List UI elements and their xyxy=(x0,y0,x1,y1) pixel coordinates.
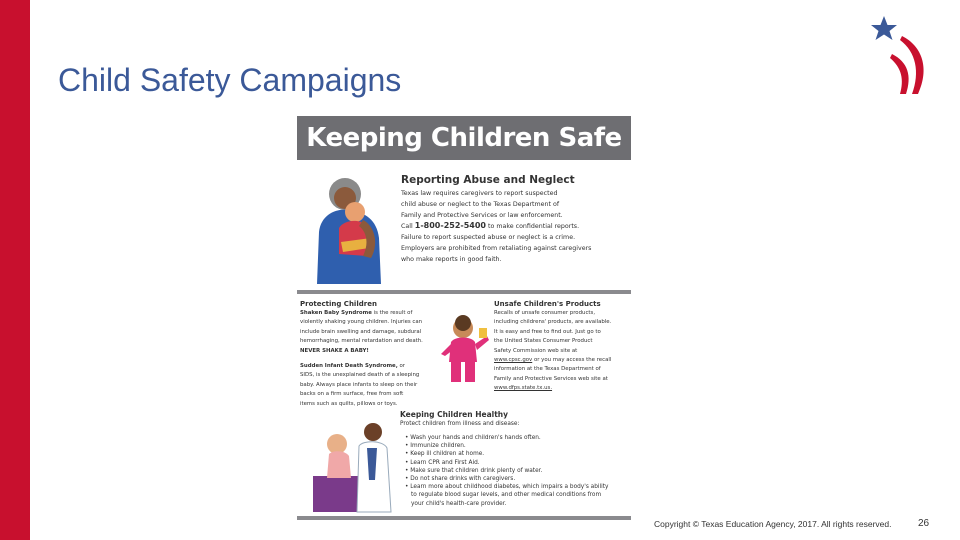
unsafe-line: the United States Consumer Product xyxy=(494,338,593,345)
unsafe-line: It is easy and free to find out. Just go to xyxy=(494,328,601,335)
healthy-bullet-cont: to regulate blood sugar levels, and other medical conditions from xyxy=(411,492,602,499)
protecting-line: baby. Always place infants to sleep on their xyxy=(300,381,418,388)
caregiver-with-child-illustration xyxy=(309,172,395,284)
protecting-heading: Protecting Children xyxy=(300,300,377,308)
reporting-line: child abuse or neglect to the Texas Department of xyxy=(401,200,560,208)
protecting-line: include brain swelling and damage, subdural xyxy=(300,328,422,335)
protecting-line: is the result of xyxy=(373,310,413,316)
unsafe-products-heading: Unsafe Children's Products xyxy=(494,300,601,308)
unsafe-line: Recalls of unsafe consumer products, xyxy=(494,310,596,316)
healthy-bullets xyxy=(405,434,631,508)
reporting-line: who make reports in good faith. xyxy=(401,255,502,263)
healthy-heading: Keeping Children Healthy xyxy=(400,410,509,419)
toddler-illustration xyxy=(437,314,491,386)
poster xyxy=(297,116,631,520)
unsafe-line: Safety Commission web site at xyxy=(494,347,578,354)
reporting-text xyxy=(401,189,591,266)
doctor-with-child-illustration xyxy=(311,420,401,516)
never-shake-warning: NEVER SHAKE A BABY! xyxy=(300,347,369,354)
unsafe-line: or you may access the recall xyxy=(533,357,612,364)
section-divider xyxy=(297,290,631,294)
reporting-line: Employers are prohibited from retaliating against caregivers xyxy=(401,244,592,252)
shaken-baby-term: Shaken Baby Syndrome xyxy=(300,310,372,316)
reporting-line: Failure to report suspected abuse or neglect is a crime. xyxy=(401,234,576,242)
protecting-line: SIDS, is the unexplained death of a sleeping xyxy=(300,372,420,379)
reporting-line: Texas law requires caregivers to report suspected xyxy=(401,190,558,197)
hotline-phone: 1-800-252-5400 xyxy=(414,221,486,231)
side-accent-bar xyxy=(0,0,30,540)
cpsc-link[interactable]: www.cpsc.gov xyxy=(494,357,533,364)
protecting-text xyxy=(300,309,423,409)
protecting-line: or xyxy=(399,363,405,370)
page-number: 26 xyxy=(918,518,930,529)
slide-title: Child Safety Campaigns xyxy=(58,62,402,98)
protecting-line: violently shaking young children. Injuries can xyxy=(300,319,423,326)
healthy-bullet-cont: your child's health-care provider. xyxy=(411,500,507,507)
healthy-intro: Protect children from illness and disease: xyxy=(400,421,520,427)
protecting-line: items such as quilts, pillows or toys. xyxy=(300,400,398,407)
sids-term: Sudden Infant Death Syndrome, xyxy=(300,363,398,370)
reporting-heading: Reporting Abuse and Neglect xyxy=(401,174,575,186)
healthy-bullet: • Keep ill children at home. xyxy=(405,451,485,458)
healthy-bullet: • Learn CPR and First Aid. xyxy=(405,459,480,466)
healthy-bullet: • Wash your hands and children's hands often. xyxy=(405,435,541,441)
dfps-link[interactable]: www.dfps.state.tx.us. xyxy=(494,385,553,392)
healthy-bullet: • Learn more about childhood diabetes, which impairs a body's ability xyxy=(405,484,609,491)
reporting-line: Family and Protective Services or law enforcement. xyxy=(401,211,563,219)
poster-header: Keeping Children Safe xyxy=(297,116,631,160)
protecting-line: hemorrhaging, mental retardation and death. xyxy=(300,338,423,345)
tea-star-logo-icon xyxy=(862,10,938,96)
protecting-line: backs on a firm surface, free from soft xyxy=(300,391,404,398)
healthy-bullet: • Make sure that children drink plenty of water. xyxy=(405,467,543,474)
healthy-bullet: • Do not share drinks with caregivers. xyxy=(405,476,516,483)
unsafe-line: Family and Protective Services web site at xyxy=(494,375,608,382)
poster-bottom-rule xyxy=(297,516,631,520)
unsafe-line: including childrens' products, are available. xyxy=(494,319,612,326)
healthy-bullet: • Immunize children. xyxy=(405,443,466,450)
copyright-footer: Copyright © Texas Education Agency, 2017. All rights reserved. xyxy=(654,519,892,529)
call-label: Call xyxy=(401,223,413,231)
unsafe-products-text xyxy=(494,309,611,394)
unsafe-line: information at the Texas Department of xyxy=(494,366,601,373)
call-rest: to make confidential reports. xyxy=(488,223,580,231)
